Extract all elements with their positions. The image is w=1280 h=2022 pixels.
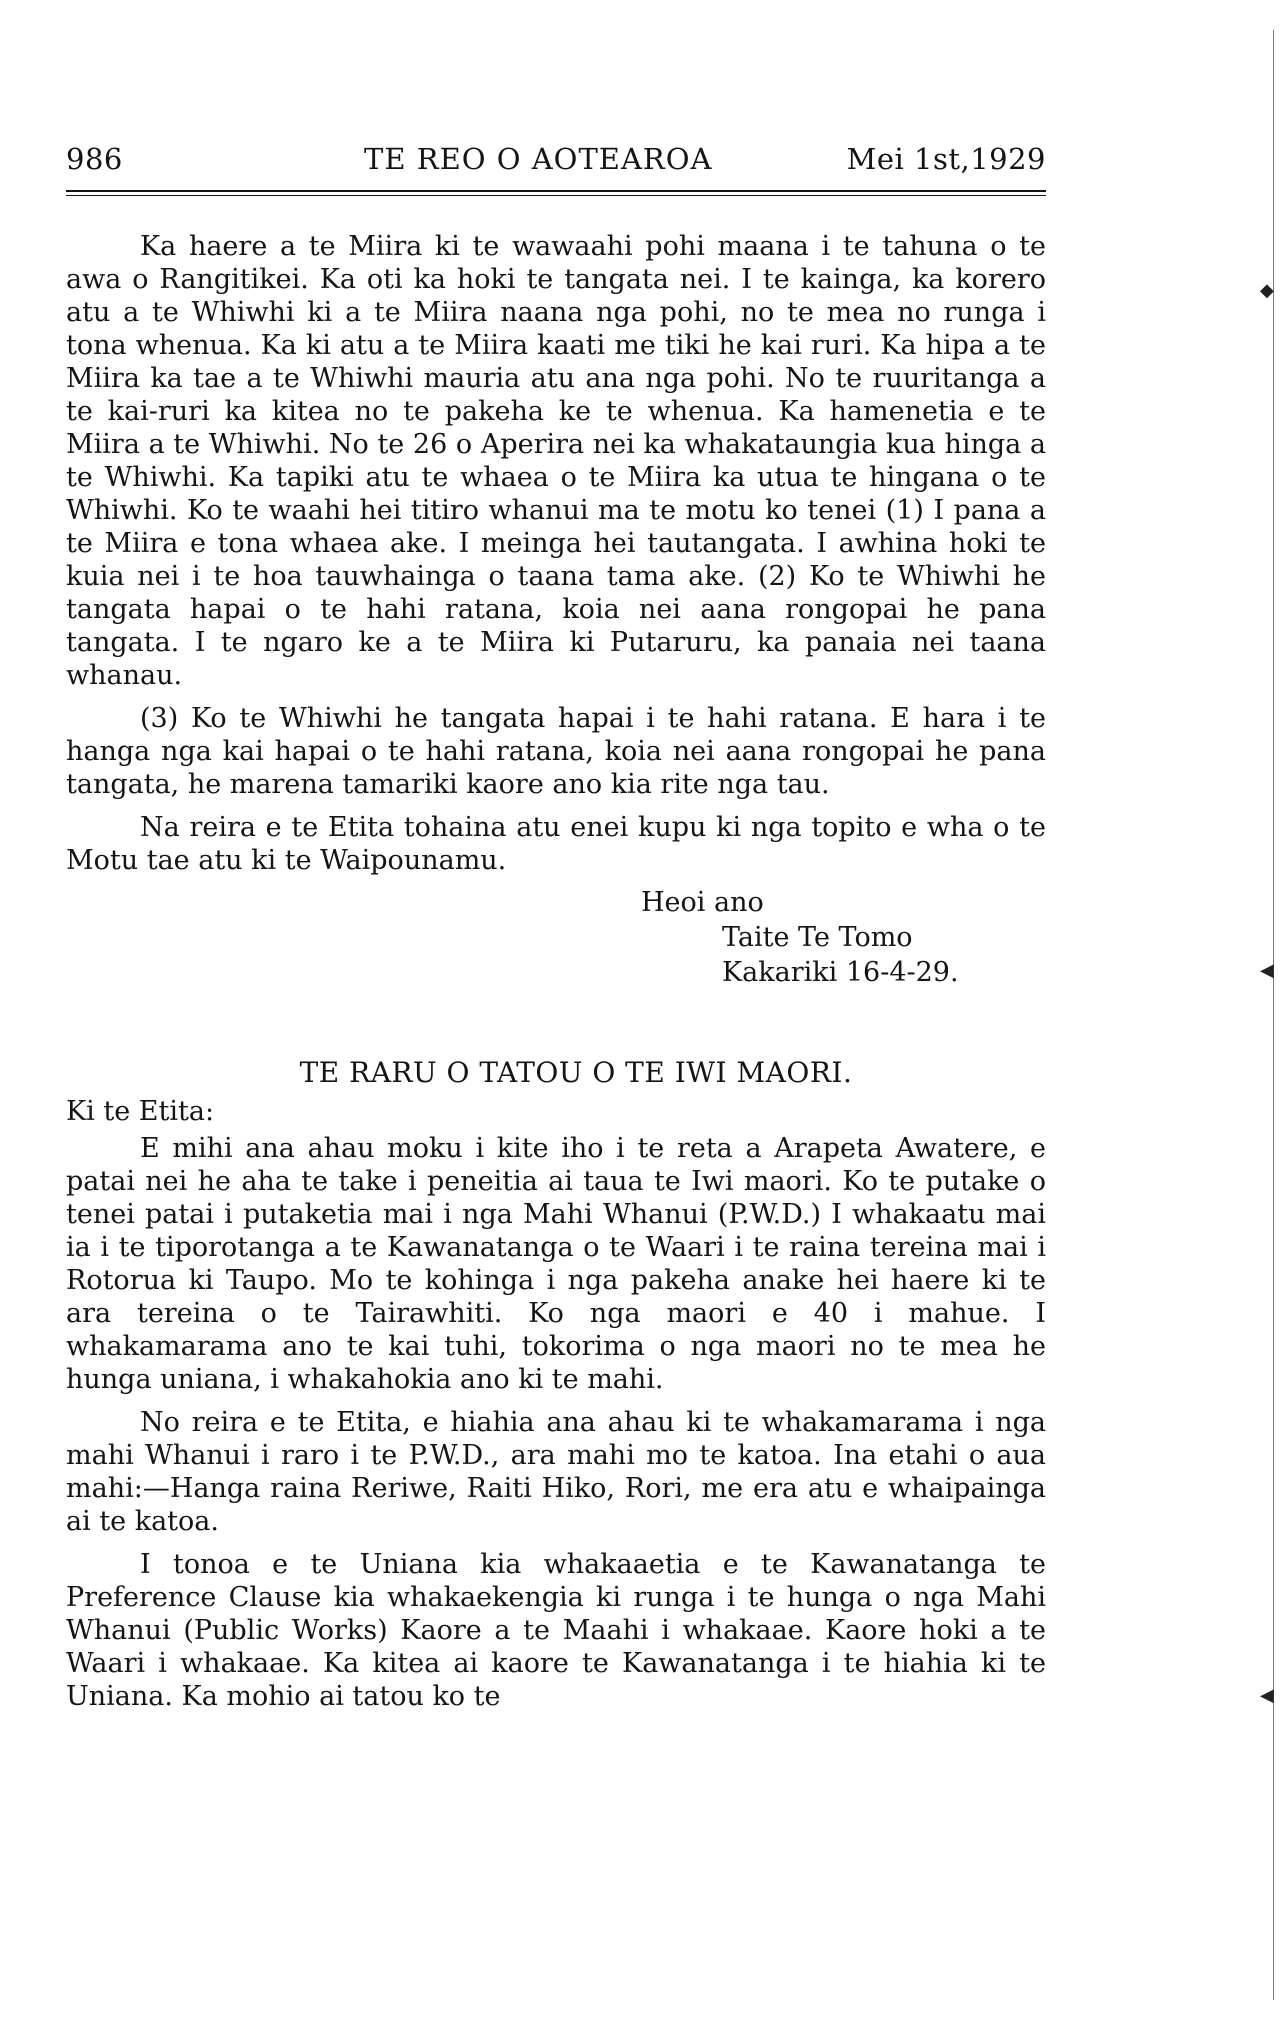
issue-date: Mei 1st,1929	[846, 142, 1046, 176]
document-page	[66, 0, 1046, 2022]
letter1-signature-name: Taite Te Tomo	[722, 922, 913, 953]
letter1-paragraph-1: Ka haere a te Miira ki te wawaahi pohi maana i te tahuna o te awa o Rangitikei. Ka oti ka hoki te tangata nei. I te kainga, ka korero atu a te Whiwhi ki a te Miira naana nga pohi, no te mea no runga i tona whenua. Ka ki atu a te Miira kaati me tiki he kai ruri. Ka hipa a te Miira ka tae a te Whiwhi mauria atu ana nga pohi. No te ruuritanga a te kai-ruri ka kitea no te pakeha ke te whenua. Ka hamenetia e te Miira a te Whiwhi. No te 26 o Aperira nei ka whakataungia kua hinga a te Whiwhi. Ka tapiki atu te whaea o te Miira ka utua te hingana o te Whiwhi. Ko te waahi hei titiro whanui ma te motu ko tenei (1) I pana a te Miira e tona whaea ake. I meinga hei tautangata. I awhina hoki te kuia nei i te hoa tauwhainga o taana tama ake. (2) Ko te Whiwhi he tangata hapai o te hahi ratana, koia nei aana rongopai he pana tangata. I te ngaro ke a te Miira ki Putaruru, ka panaia nei taana whanau.	[66, 231, 1046, 691]
letter2-paragraph-1: E mihi ana ahau moku i kite iho i te reta a Arapeta Awatere, e patai nei he aha te take i peneitia ai taua te Iwi maori. Ko te putake o tenei patai i putaketia mai i nga Mahi Whanui (P.W.D.) I whakaatu mai ia i te tiporotanga a te Kawanatanga o te Waari i te raina tereina mai i Rotorua ki Taupo. Mo te kohinga i nga pakeha anake hei haere ki te ara tereina o te Tairawhiti. Ko nga maori e 40 i mahue. I whakamarama ano te kai tuhi, tokorima o nga maori no te mea he hunga uniana, i whakahokia ano ki te mahi.	[66, 1133, 1046, 1395]
letter2-paragraph-3: I tonoa e te Uniana kia whakaaetia e te Kawanatanga te Preference Clause kia whakaekengia ki runga i te hunga o nga Mahi Whanui (Public Works) Kaore a te Maahi i whakaae. Kaore hoki a te Waari i whakaae. Ka kitea ai kaore te Kawanatanga i te hiahia ki te Uniana. Ka mohio ai tatou ko te	[66, 1549, 1046, 1712]
letter1-signoff: Heoi ano	[641, 887, 764, 918]
letter1-paragraph-3: Na reira e te Etita tohaina atu enei kupu ki nga topito e wha o te Motu tae atu ki te Waipounamu.	[66, 812, 1046, 876]
scan-binding-mark-icon: ◆	[1260, 280, 1274, 301]
scan-binding-mark-icon: ◀	[1260, 1685, 1274, 1706]
scan-binding-mark-icon: ◀	[1260, 960, 1274, 981]
article-body	[66, 230, 1046, 1713]
header-rule	[66, 190, 1046, 192]
letter1-signature-place-date: Kakariki 16-4-29.	[722, 957, 959, 988]
header-rule-thin	[66, 195, 1046, 196]
publication-title: TE REO O AOTEAROA	[364, 142, 713, 176]
letter2-heading: TE RARU O TATOU O TE IWI MAORI.	[299, 1056, 853, 1089]
letter2-paragraph-2: No reira e te Etita, e hiahia ana ahau ki te whakamarama i nga mahi Whanui i raro i te P.W.D., ara mahi mo te katoa. Ina etahi o aua mahi:—Hanga raina Reriwe, Raiti Hiko, Rori, me era atu e whaipainga ai te katoa.	[66, 1407, 1046, 1537]
letter1-paragraph-2: (3) Ko te Whiwhi he tangata hapai i te hahi ratana. E hara i te hanga nga kai hapai o te hahi ratana, koia nei aana rongopai he pana tangata, he marena tamariki kaore ano kia rite nga tau.	[66, 703, 1046, 800]
letter2-salutation: Ki te Etita:	[66, 1096, 215, 1127]
page-header	[66, 142, 1046, 182]
page-number: 986	[66, 142, 123, 176]
